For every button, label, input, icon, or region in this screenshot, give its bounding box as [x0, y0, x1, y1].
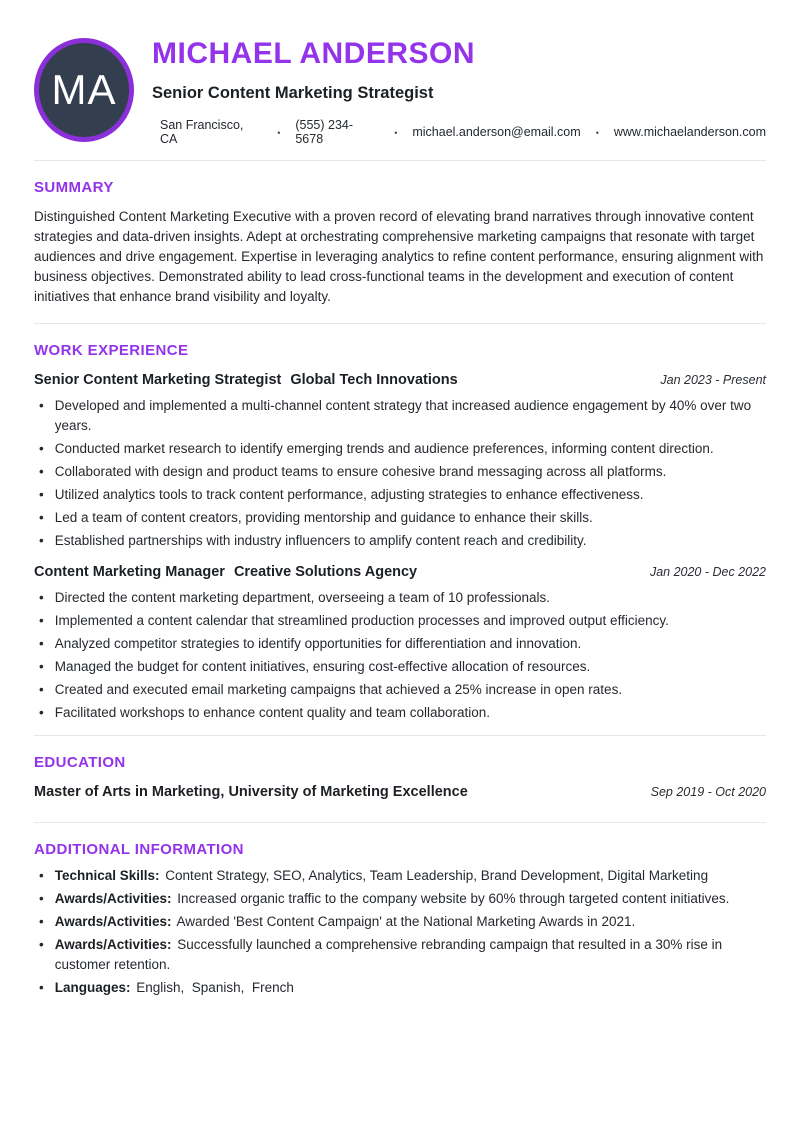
- spacer: [34, 800, 766, 822]
- additional-info-list: [34, 866, 766, 998]
- job-title: Senior Content Marketing Strategist: [152, 84, 434, 102]
- dot-separator-icon: [277, 125, 280, 139]
- job-bullet: [34, 657, 766, 677]
- summary-text: Distinguished Content Marketing Executive with a proven record of elevating brand narratives through innovative content strategies and data-driven insights. Adept at orchestrating comprehensive marketing campaigns that resonate with target audiences and drive engagement. Expertise in leveraging analytics to refine content performance, ensuring alignment with business objectives. Demonstrated ability to lead cross-functional teams in the development and execution of content initiatives that enhance brand visibility and loyalty.: [34, 209, 764, 304]
- info-text: Awarded 'Best Content Campaign' at the National Marketing Awards in 2021.: [176, 914, 636, 929]
- divider: [34, 735, 766, 736]
- education-section: [34, 754, 766, 822]
- info-label: Awards/Activities:: [54, 891, 172, 906]
- job-bullet-list: [34, 588, 766, 723]
- job-entry: [34, 564, 766, 723]
- job-bullet: [34, 508, 766, 528]
- info-label: Awards/Activities:: [54, 937, 172, 952]
- additional-info-item: [34, 889, 766, 909]
- education-degree: Master of Arts in Marketing, University of Marketing Excellence: [34, 784, 468, 800]
- divider: [34, 323, 766, 324]
- job-bullet-text: • Collaborated with design and product teams to ensure cohesive brand messaging across all platforms.: [54, 464, 667, 479]
- job-bullet-text: • Managed the budget for content initiatives, ensuring cost-effective allocation of resources.: [54, 659, 591, 674]
- job-bullet: [34, 680, 766, 700]
- contact-email: michael.anderson@email.com: [412, 125, 581, 139]
- additional-info-content: [55, 866, 708, 886]
- job-bullet-list: [34, 396, 766, 551]
- additional-info-item: [34, 935, 766, 975]
- info-text: English, Spanish, French: [136, 980, 294, 995]
- job-bullet-text: • Developed and implemented a multi-channel content strategy that increased audience engagement by 40% over two years.: [54, 398, 752, 433]
- avatar-initials: MA: [51, 65, 117, 113]
- additional-information-heading: ADDITIONAL INFORMATION: [34, 841, 244, 858]
- info-label: Technical Skills:: [54, 868, 160, 883]
- job-bullet: [34, 703, 766, 723]
- job-dates: Jan 2020 - Dec 2022: [649, 565, 766, 579]
- job-entry-head: [34, 564, 766, 580]
- info-label: Awards/Activities:: [54, 914, 172, 929]
- job-company: Creative Solutions Agency: [233, 564, 418, 580]
- education-entry: [34, 784, 766, 800]
- job-bullet-text: • Implemented a content calendar that streamlined production processes and improved output efficiency.: [54, 613, 669, 628]
- dot-separator-icon: [596, 125, 599, 139]
- additional-info-content: [55, 978, 294, 998]
- job-position: Content Marketing Manager: [34, 564, 225, 580]
- additional-info-item: [34, 866, 766, 886]
- summary-heading: SUMMARY: [34, 179, 114, 196]
- info-label: Languages:: [54, 980, 131, 995]
- contact-phone: (555) 234-5678: [295, 118, 354, 146]
- contact-website: www.michaelanderson.com: [613, 125, 766, 139]
- avatar: [34, 38, 134, 142]
- job-bullet: [34, 588, 766, 608]
- job-bullet: [34, 611, 766, 631]
- resume-header: [34, 33, 766, 146]
- job-position: Senior Content Marketing Strategist: [34, 372, 282, 388]
- job-bullet: [34, 531, 766, 551]
- job-entry-title: [34, 564, 417, 580]
- info-text: Successfully launched a comprehensive rebranding campaign that resulted in a 30% rise in customer retention.: [54, 937, 726, 972]
- additional-info-content: [55, 889, 730, 909]
- education-dates: Sep 2019 - Oct 2020: [650, 785, 766, 799]
- divider: [34, 822, 766, 823]
- job-entry: [34, 372, 766, 551]
- job-entry-title: [34, 372, 458, 388]
- job-bullet-text: • Directed the content marketing department, overseeing a team of 10 professionals.: [54, 590, 551, 605]
- additional-information-section: [34, 841, 766, 998]
- job-bullet-text: • Conducted market research to identify emerging trends and audience preferences, informing content direction.: [54, 441, 714, 456]
- dot-separator-icon: [394, 125, 397, 139]
- header-text: [152, 33, 766, 146]
- job-dates: Jan 2023 - Present: [660, 373, 766, 387]
- job-bullet: [34, 634, 766, 654]
- job-bullet: [34, 396, 766, 436]
- job-bullet-text: • Facilitated workshops to enhance content quality and team collaboration.: [54, 705, 490, 720]
- work-experience-heading: WORK EXPERIENCE: [34, 342, 189, 359]
- contact-row: [152, 118, 766, 146]
- job-bullet: [34, 462, 766, 482]
- additional-info-content: [55, 912, 636, 932]
- job-bullet-text: • Established partnerships with industry influencers to amplify content reach and credibility.: [54, 533, 587, 548]
- additional-info-item: [34, 912, 766, 932]
- work-experience-section: [34, 342, 766, 723]
- job-bullet-text: • Created and executed email marketing campaigns that achieved a 25% increase in open rates.: [54, 682, 623, 697]
- page-title: MICHAEL ANDERSON: [152, 37, 476, 70]
- job-company: Global Tech Innovations: [290, 372, 458, 388]
- job-bullet-text: • Led a team of content creators, providing mentorship and guidance to enhance their skills.: [54, 510, 593, 525]
- info-text: Increased organic traffic to the company website by 60% through targeted content initiatives.: [177, 891, 730, 906]
- divider: [34, 160, 766, 161]
- contact-location: San Francisco, CA: [160, 118, 244, 146]
- job-entry-head: [34, 372, 766, 388]
- summary-section: [34, 179, 766, 307]
- additional-info-item: [34, 978, 766, 998]
- info-text: Content Strategy, SEO, Analytics, Team Leadership, Brand Development, Digital Marketing: [165, 868, 709, 883]
- additional-info-content: [55, 935, 766, 975]
- education-heading: EDUCATION: [34, 754, 126, 771]
- job-bullet: [34, 439, 766, 459]
- job-bullet: [34, 485, 766, 505]
- job-bullet-text: • Analyzed competitor strategies to identify opportunities for differentiation and innovation.: [54, 636, 582, 651]
- job-bullet-text: • Utilized analytics tools to track content performance, adjusting strategies to enhance effectiveness.: [54, 487, 644, 502]
